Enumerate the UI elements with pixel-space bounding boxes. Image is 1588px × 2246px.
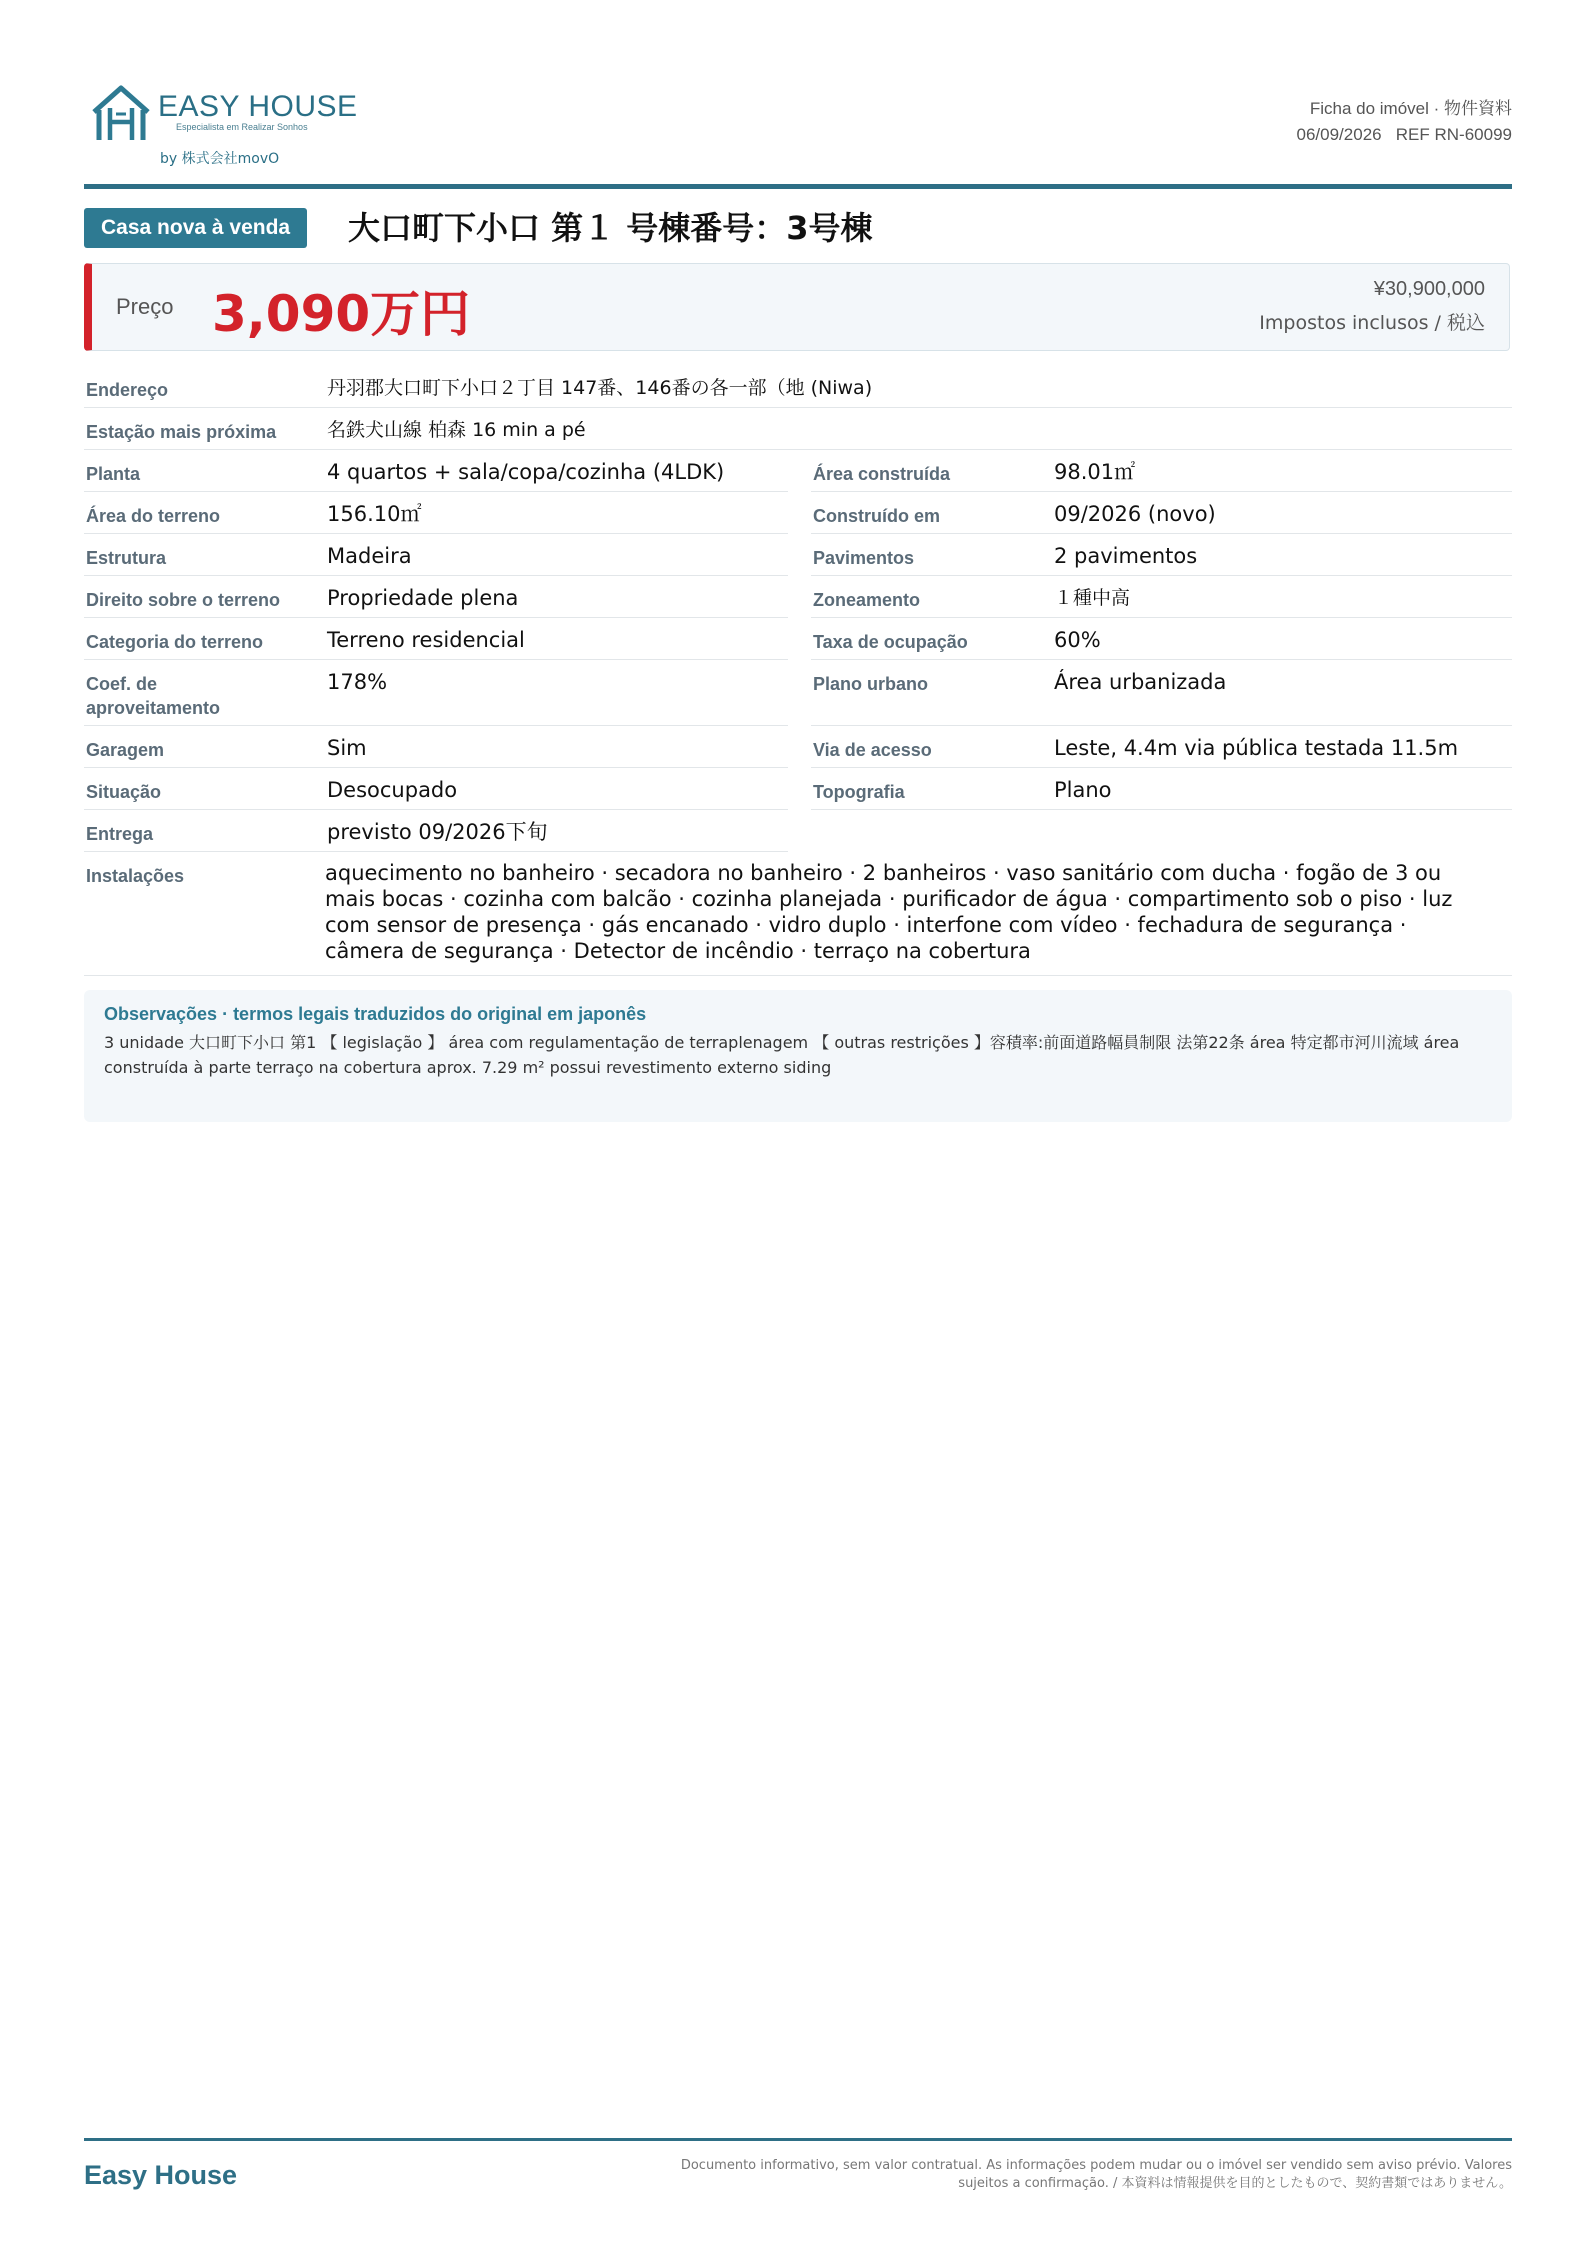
price-yen: ¥30,900,000 (1373, 278, 1485, 300)
spec-label: Garagem (86, 740, 165, 760)
header-divider (84, 184, 1512, 189)
spec-row-layout (84, 450, 788, 492)
house-logo-icon (90, 84, 152, 144)
price-box (84, 263, 1510, 351)
spec-row-garage (84, 726, 788, 768)
footer-brand: Easy House (84, 2160, 238, 2190)
spec-label: Construído em (813, 506, 941, 526)
spec-row-built-in (811, 492, 1512, 534)
spec-value: 98.01㎡ (1054, 460, 1136, 484)
notes-box (84, 990, 1512, 1122)
header-meta (1297, 96, 1512, 148)
spec-label: Pavimentos (813, 548, 915, 568)
spec-row-structure (84, 534, 788, 576)
document-type: Ficha do imóvel · 物件資料 (1309, 99, 1512, 118)
spec-value: Desocupado (327, 778, 458, 802)
spec-row-status (84, 768, 788, 810)
spec-value: 2 pavimentos (1054, 544, 1198, 568)
spec-row-station (84, 408, 1512, 450)
spec-value: Terreno residencial (327, 628, 525, 652)
spec-row-urban-plan (811, 660, 1512, 726)
spec-row-land-category (84, 618, 788, 660)
logo (90, 82, 358, 172)
reference-number: REF RN-60099 (1395, 125, 1512, 144)
spec-row-delivery (84, 810, 788, 852)
spec-label: Via de acesso (813, 740, 932, 760)
spec-value: 178% (327, 670, 388, 694)
spec-row-coverage (811, 618, 1512, 660)
spec-value: 60% (1054, 628, 1101, 652)
spec-row-land-area (84, 492, 788, 534)
spec-row-address (84, 366, 1512, 408)
spec-value: Sim (327, 736, 367, 760)
spec-label (86, 672, 220, 720)
spec-label: Plano urbano (813, 674, 929, 694)
title-row (84, 208, 1512, 252)
spec-label: Planta (86, 464, 141, 484)
spec-label: Taxa de ocupação (813, 632, 968, 652)
notes-text: 3 unidade 大口町下小口 第1 【 legislação 】 área com regulamentação de terraplenagem 【 outras restrições 】容積率:前面道路幅員制限 法第22条 área 特定都市河川流域 área construída à parte terraço na cobertura aprox. 7.29 m² possui revestimento externo siding (104, 1033, 1460, 1077)
spec-value: 名鉄犬山線 柏森 16 min a pé (327, 419, 586, 441)
spec-label-line: Coef. de (86, 674, 158, 694)
price-label: Preço (116, 294, 174, 319)
spec-label: Categoria do terreno (86, 632, 264, 652)
spec-row-facilities (84, 852, 1512, 976)
spec-value: Propriedade plena (327, 586, 519, 610)
spec-label-line: aproveitamento (86, 698, 221, 718)
spec-row-far (84, 660, 788, 726)
spec-row-built-area (811, 450, 1512, 492)
footer-divider (84, 2138, 1512, 2141)
spec-label: Situação (86, 782, 162, 802)
spec-label: Estrutura (86, 548, 167, 568)
spec-value: Leste, 4.4m via pública testada 11.5m (1054, 736, 1459, 760)
facilities-list: aquecimento no banheiro · secadora no banheiro · 2 banheiros · vaso sanitário com ducha · fogão de 3 ou mais bocas · cozinha com balcão · cozinha planejada · purificador de água · compartimento sob o piso · luz com sensor de presença · gás encanado · vidro duplo · interfone com vídeo · fechadura de segurança · câmera de segurança · Detector de incêndio · terraço na cobertura (325, 861, 1453, 963)
spec-label: Instalações (86, 866, 185, 886)
spec-value: Plano (1054, 778, 1112, 802)
brand-name: EASY HOUSE (158, 90, 358, 123)
spec-row-land-right (84, 576, 788, 618)
spec-row-zoning (811, 576, 1512, 618)
spec-value: 09/2026 (novo) (1054, 502, 1216, 526)
spec-label: Direito sobre o terreno (86, 590, 281, 610)
spec-label: Zoneamento (813, 590, 921, 610)
property-sheet (84, 0, 1512, 2246)
spec-label: Topografia (813, 782, 905, 802)
spec-value: previsto 09/2026下旬 (327, 820, 548, 844)
header (84, 82, 1512, 182)
spec-label: Área construída (813, 464, 951, 484)
spec-value: Madeira (327, 544, 412, 568)
spec-label: Endereço (86, 380, 169, 400)
brand-tagline: Especialista em Realizar Sonhos (176, 122, 308, 132)
spec-value: 丹羽郡大口町下小口２丁目 147番、146番の各一部（地 (Niwa) (327, 377, 873, 399)
spec-label: Área do terreno (86, 506, 221, 526)
price-tax-note: Impostos inclusos / 税込 (1259, 312, 1485, 334)
notes-title: Observações · termos legais traduzidos do original em japonês (104, 1004, 647, 1024)
brand-company: by 株式会社movO (160, 151, 280, 167)
spec-row-floors (811, 534, 1512, 576)
footer-disclaimer: Documento informativo, sem valor contratual. As informações podem mudar ou o imóvel ser vendido sem aviso prévio. Valores sujeitos a confirmação. / 本資料は情報提供を目的としたもので、契約書類ではありません。 (680, 2158, 1512, 2191)
price-value: 3,090万円 (212, 285, 471, 343)
spec-value: １種中高 (1054, 587, 1131, 609)
spec-value: 156.10㎡ (327, 502, 422, 526)
document-date: 06/09/2026 (1296, 125, 1382, 144)
date-ref-line (1297, 122, 1512, 148)
spec-value: 4 quartos + sala/copa/cozinha (4LDK) (327, 460, 725, 484)
spec-row-topography (811, 768, 1512, 810)
spec-value: Área urbanizada (1054, 670, 1227, 694)
listing-type-badge: Casa nova à venda (84, 208, 307, 248)
spec-label: Estação mais próxima (86, 422, 277, 442)
spec-label: Entrega (86, 824, 154, 844)
spec-row-access (811, 726, 1512, 768)
property-title: 大口町下小口 第１ 号棟番号：3号棟 (348, 209, 873, 247)
